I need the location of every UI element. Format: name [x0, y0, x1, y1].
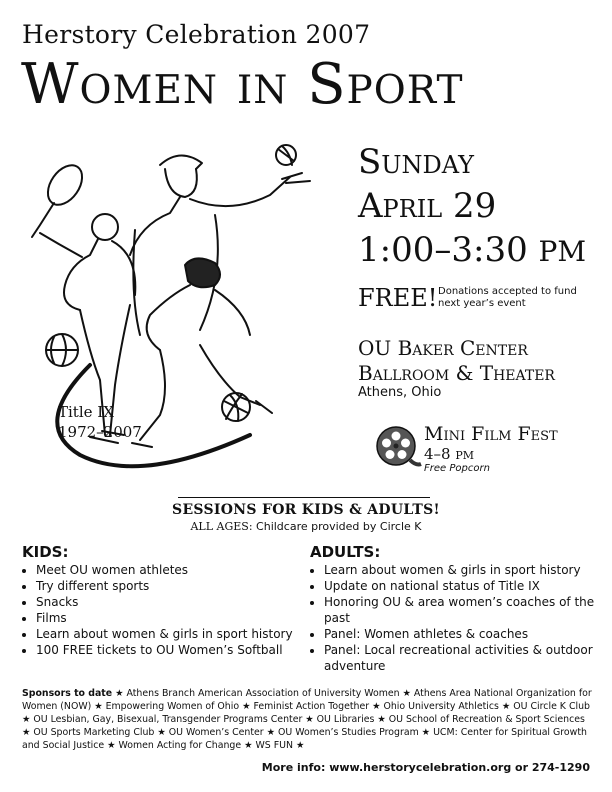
- donation-note: Donations accepted to fund next year’s event: [438, 286, 577, 309]
- adults-section: [310, 544, 600, 674]
- list-item: • Films: [36, 610, 312, 626]
- list-item: • Snacks: [36, 594, 312, 610]
- kids-list: [22, 562, 312, 658]
- title-ix-label: [58, 402, 142, 442]
- list-item: • Honoring OU & area women’s coaches of the past: [324, 594, 600, 626]
- film-fest-title: Mini Film Fest: [424, 423, 558, 445]
- venue-block: [358, 336, 555, 386]
- kids-heading: KIDS:: [22, 543, 69, 561]
- title-ix-line1: Title IX: [58, 403, 114, 421]
- film-reel-icon: [374, 424, 422, 470]
- film-fest-hours-value: 4–8: [424, 445, 451, 463]
- adults-list: [310, 562, 600, 674]
- venue-line1: OU Baker Center: [358, 336, 528, 360]
- sessions-divider: [178, 497, 430, 498]
- event-date-block: [358, 140, 586, 274]
- event-date: April 29: [358, 186, 497, 226]
- list-item: • Panel: Women athletes & coaches: [324, 626, 600, 642]
- more-info: More info: www.herstorycelebration.org or 274-1290: [261, 761, 590, 774]
- sessions-heading: SESSIONS FOR KIDS & ADULTS!: [172, 502, 440, 518]
- free-label: FREE!: [358, 284, 438, 312]
- free-popcorn-note: Free Popcorn: [424, 463, 490, 474]
- venue-line2: Ballroom & Theater: [358, 361, 555, 385]
- event-day: Sunday: [358, 142, 474, 182]
- list-item: • Meet OU women athletes: [36, 562, 312, 578]
- list-item: • Panel: Local recreational activities & outdoor adventure: [324, 642, 600, 674]
- list-item: • Try different sports: [36, 578, 312, 594]
- list-item: • Learn about women & girls in sport history: [36, 626, 312, 642]
- film-fest-hours: [424, 445, 558, 463]
- adults-heading: ADULTS:: [310, 543, 381, 561]
- tagline: Herstory Celebration 2007: [22, 20, 371, 49]
- venue-city: Athens, Ohio: [358, 385, 442, 400]
- sponsors-block: [22, 687, 594, 752]
- event-time-suffix: PM: [538, 235, 587, 268]
- poster-title: Women in Sport: [21, 52, 464, 117]
- list-item: • Update on national status of Title IX: [324, 578, 600, 594]
- sponsors-list: ★ Athens Branch American Association of University Women ★ Athens Area National Organization for Women (NOW) ★ Empowering Women of Ohio ★ Feminist Action Together ★ Ohio University Athletics ★ OU Circle K Club ★ OU Lesbian, Gay, Bisexual, Transgender Programs Center ★ OU Libraries ★ OU School of Recreation & Sport Sciences ★ OU Sports Marketing Club ★ OU Women’s Center ★ OU Women’s Studies Program ★ UCM: Center for Spiritual Growth and Social Justice ★ Women Acting for Change ★ WS FUN ★: [22, 688, 592, 751]
- list-item: • Learn about women & girls in sport history: [324, 562, 600, 578]
- all-ages-label: ALL AGES:: [190, 520, 253, 533]
- event-time-value: 1:00–3:30: [358, 230, 528, 270]
- sessions-subheading: [0, 520, 612, 533]
- childcare-note: Childcare provided by Circle K: [256, 520, 422, 533]
- sponsors-label: Sponsors to date: [22, 688, 113, 699]
- title-ix-line2: 1972–2007: [58, 423, 142, 441]
- event-time: [358, 228, 586, 274]
- list-item: • 100 FREE tickets to OU Women’s Softball: [36, 642, 312, 658]
- film-fest-block: [424, 423, 558, 474]
- film-fest-hours-suffix: PM: [455, 449, 475, 462]
- kids-section: [22, 544, 312, 658]
